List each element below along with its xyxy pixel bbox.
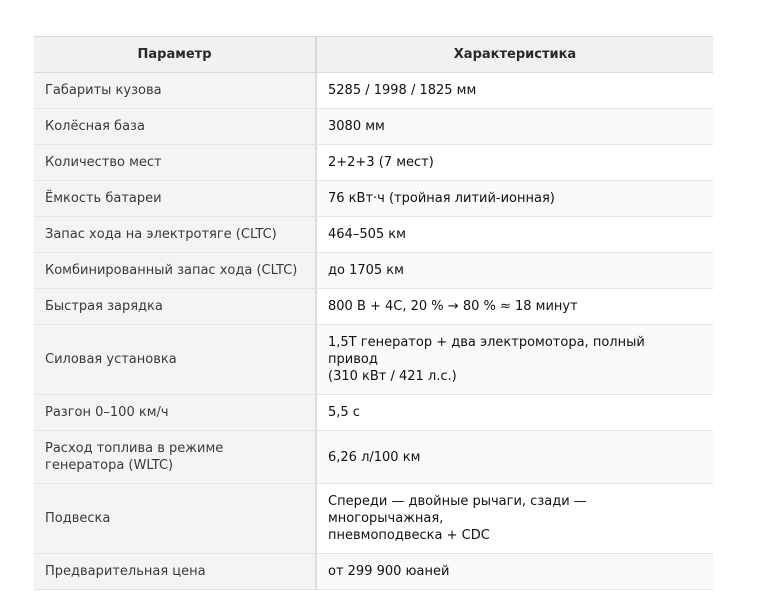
row-value bbox=[316, 109, 713, 145]
row-param: Габариты кузова bbox=[34, 73, 316, 109]
row-param: Колёсная база bbox=[34, 109, 316, 145]
table-row bbox=[34, 289, 713, 325]
row-value bbox=[316, 289, 713, 325]
header-parameter: Параметр bbox=[34, 37, 316, 73]
row-param: Быстрая зарядка bbox=[34, 289, 316, 325]
table-row bbox=[34, 484, 713, 554]
table-row bbox=[34, 253, 713, 289]
row-value bbox=[316, 484, 713, 554]
table-row bbox=[34, 431, 713, 484]
row-param: Запас хода на электротяге (CLTC) bbox=[34, 217, 316, 253]
row-param: Предварительная цена bbox=[34, 554, 316, 590]
value-line: 464–505 км bbox=[328, 227, 406, 242]
value-line: 5,5 с bbox=[328, 405, 360, 420]
table-row bbox=[34, 145, 713, 181]
row-param: Расход топлива в режиме генератора (WLTC) bbox=[34, 431, 316, 484]
table-row bbox=[34, 109, 713, 145]
value-line: 6,26 л/100 км bbox=[328, 449, 421, 465]
row-value bbox=[316, 325, 713, 395]
row-value bbox=[316, 73, 713, 109]
table-row bbox=[34, 73, 713, 109]
value-line: привод bbox=[328, 352, 378, 367]
table-row bbox=[34, 217, 713, 253]
spec-table bbox=[34, 36, 713, 590]
value-line: 3080 мм bbox=[328, 119, 385, 134]
value-line: от 299 900 юаней bbox=[328, 564, 450, 579]
value-line: до 1705 км bbox=[328, 263, 404, 278]
value-line: пневмоподвеска + CDC bbox=[328, 528, 490, 543]
table-row bbox=[34, 325, 713, 395]
value-line: Спереди — двойные рычаги, сзади — bbox=[328, 494, 587, 509]
value-line: многорычажная, bbox=[328, 511, 444, 526]
table-row bbox=[34, 395, 713, 431]
value-line: 1,5T генератор + два электромотора, полный bbox=[328, 335, 645, 350]
table-row bbox=[34, 181, 713, 217]
row-param: Ёмкость батареи bbox=[34, 181, 316, 217]
value-line: 2+2+3 (7 мест) bbox=[328, 155, 434, 170]
row-param: Количество мест bbox=[34, 145, 316, 181]
row-value bbox=[316, 181, 713, 217]
value-line: 76 кВт·ч (тройная литий-ионная) bbox=[328, 191, 555, 206]
value-line: 800 В + 4С, 20 % → 80 % ≈ 18 минут bbox=[328, 299, 578, 314]
row-value bbox=[316, 395, 713, 431]
row-value bbox=[316, 253, 713, 289]
row-value bbox=[316, 554, 713, 590]
row-param: Разгон 0–100 км/ч bbox=[34, 395, 316, 431]
table-header-row bbox=[34, 37, 713, 73]
table-row bbox=[34, 554, 713, 590]
spec-table-container bbox=[34, 36, 713, 590]
value-line: 5285 / 1998 / 1825 мм bbox=[328, 83, 477, 98]
row-param: Комбинированный запас хода (CLTC) bbox=[34, 253, 316, 289]
row-param: Подвеска bbox=[34, 484, 316, 554]
value-line: (310 кВт / 421 л.с.) bbox=[328, 369, 457, 384]
header-characteristic: Характеристика bbox=[316, 37, 713, 73]
row-value bbox=[316, 145, 713, 181]
row-value bbox=[316, 217, 713, 253]
row-param: Силовая установка bbox=[34, 325, 316, 395]
row-value bbox=[316, 431, 713, 484]
